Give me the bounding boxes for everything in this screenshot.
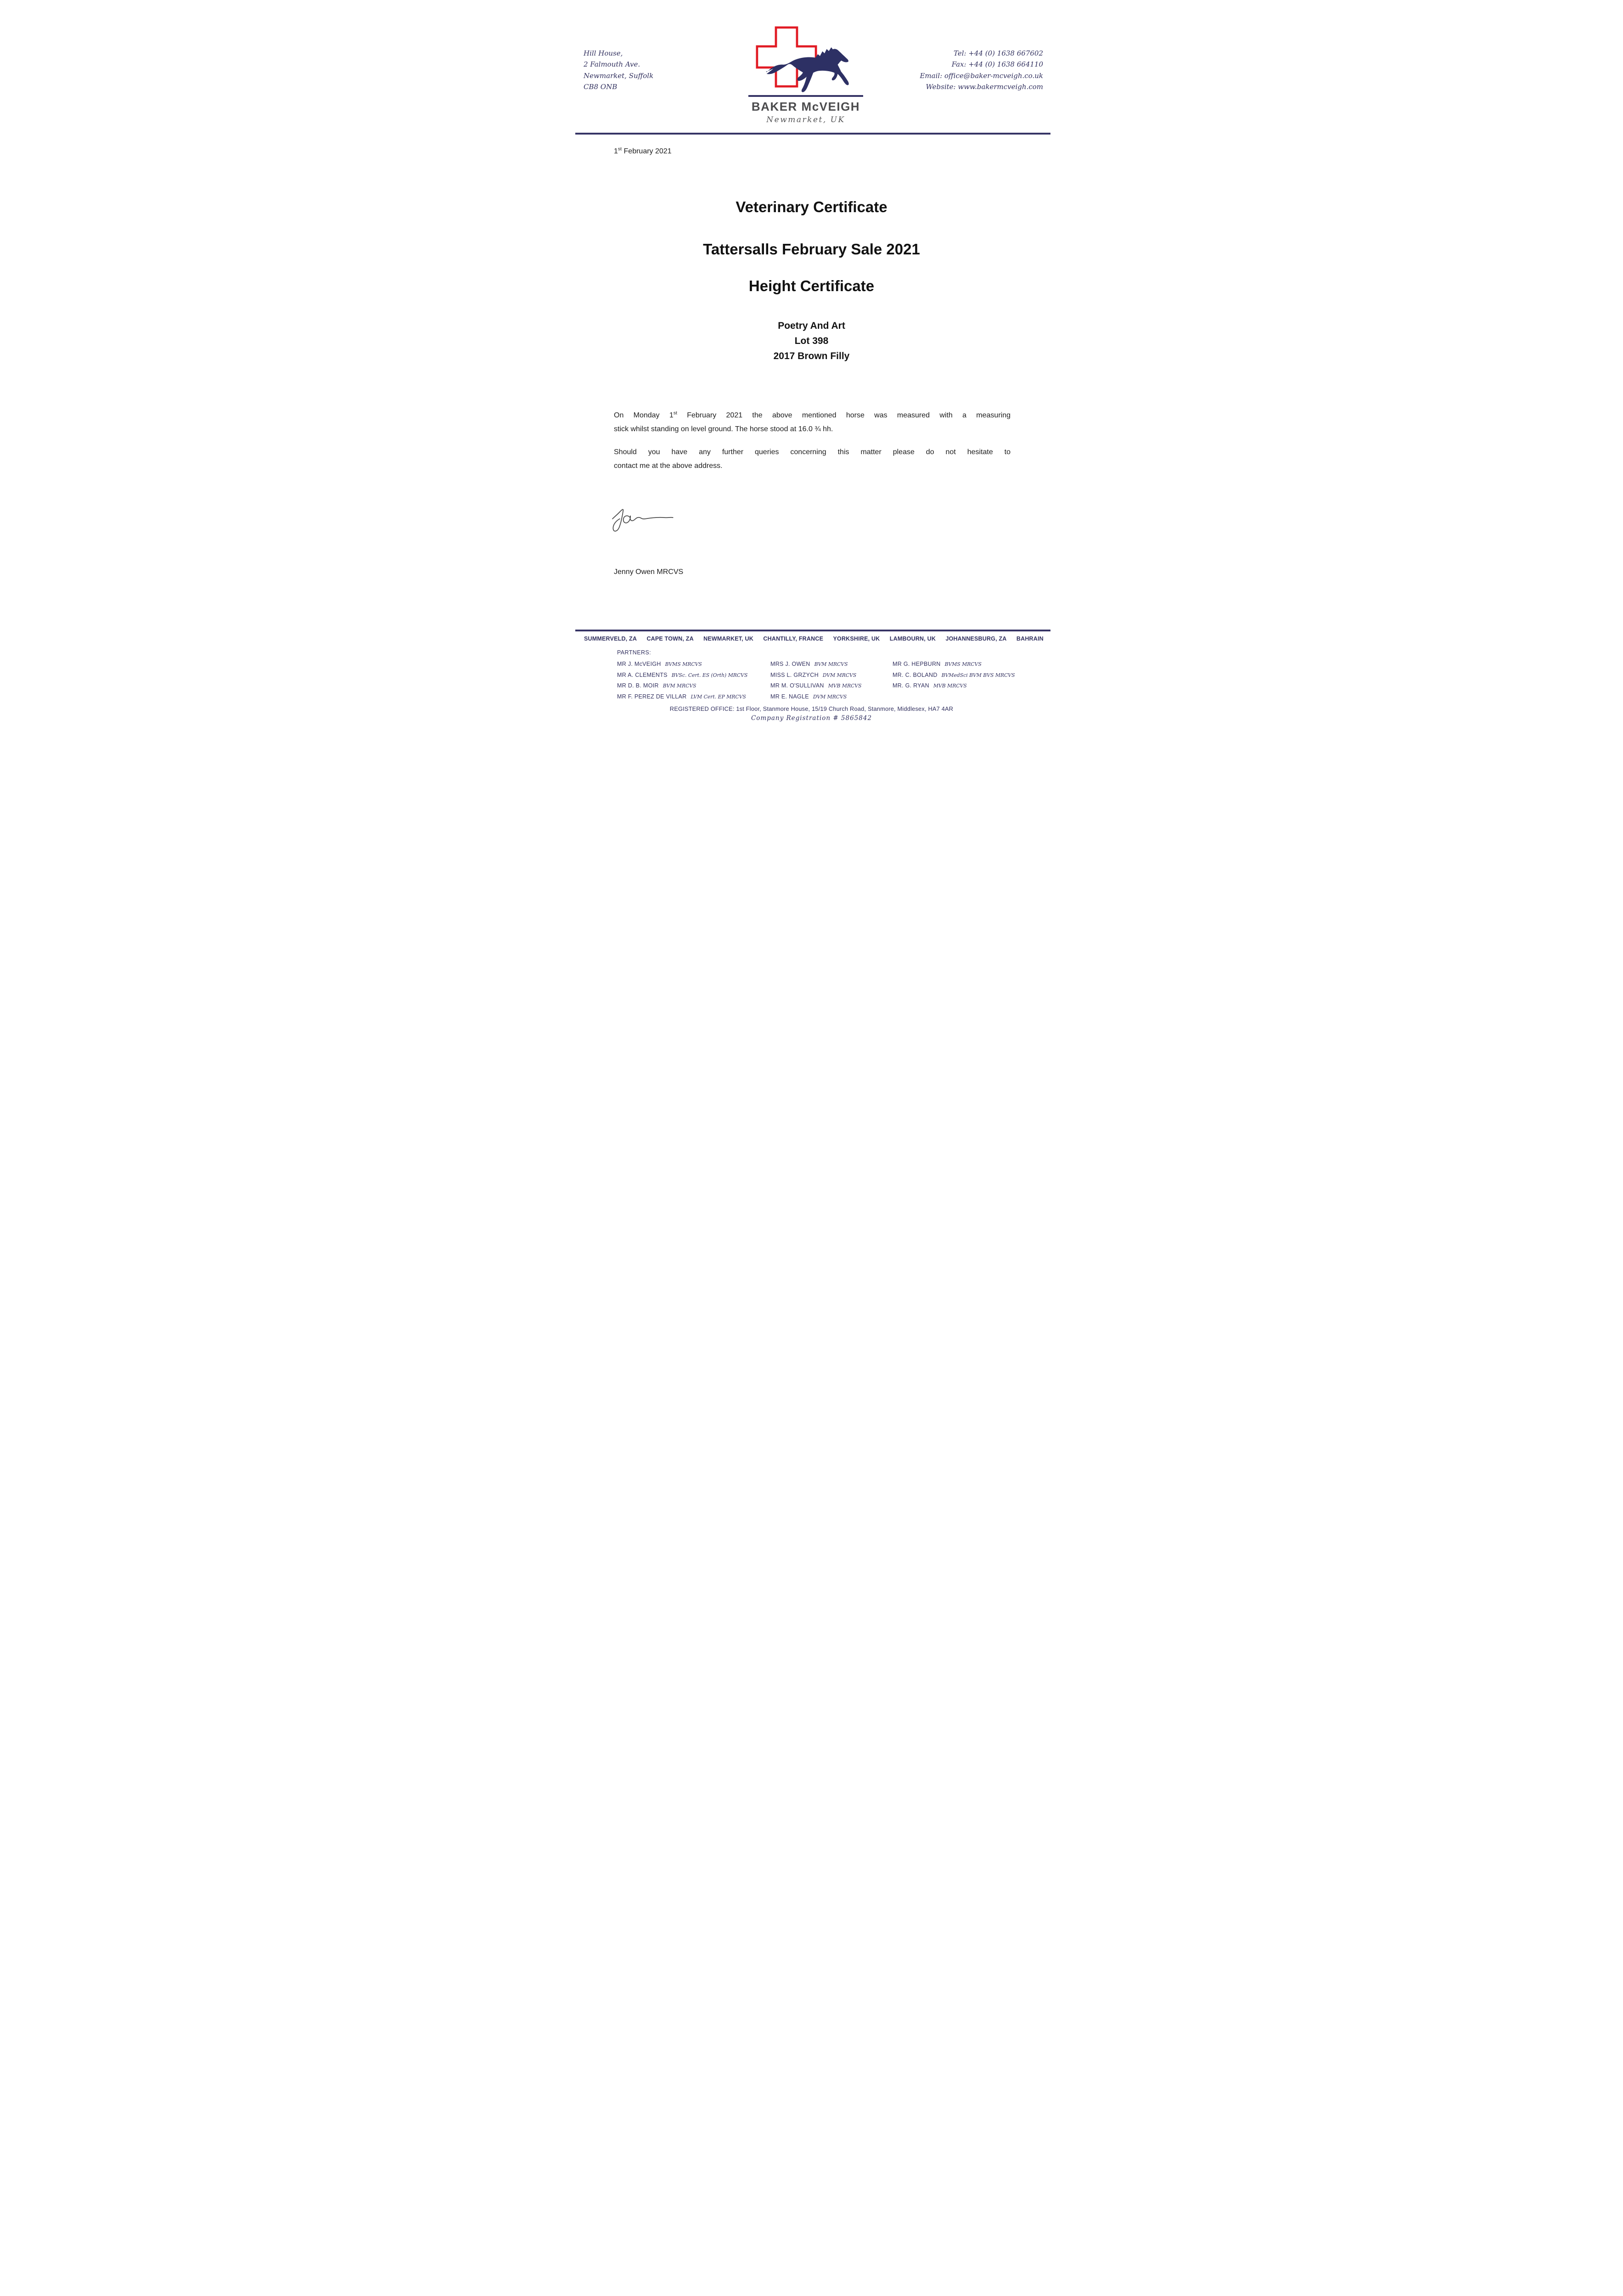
registered-office: REGISTERED OFFICE: 1st Floor, Stanmore House, 15/19 Church Road, Stanmore, Middlesex, HA7 4AR — [669, 705, 954, 712]
partner-name: MR. C. BOLAND — [893, 671, 938, 678]
title-veterinary-certificate: Veterinary Certificate — [736, 198, 887, 215]
logo-text — [744, 100, 868, 124]
sender-address — [584, 48, 653, 92]
partner-name: MRS J. OWEN — [770, 661, 810, 667]
partners-column-1 — [617, 660, 747, 703]
contact-website: Website: www.bakermcveigh.com — [926, 82, 1043, 91]
handwritten-signature-icon — [611, 503, 680, 540]
veterinary-certificate-page — [552, 0, 1071, 735]
partner-name: MISS L. GRZYCH — [770, 671, 819, 678]
para1-ordinal: st — [673, 410, 677, 416]
company-name: BAKER McVEIGH — [751, 100, 860, 113]
company-logo — [751, 25, 869, 129]
partners-column-2 — [770, 660, 862, 703]
partner-row — [770, 692, 862, 703]
sender-address-line: Hill House, — [584, 49, 623, 57]
partner-row — [770, 681, 862, 692]
horse-lot: Lot 398 — [794, 336, 829, 346]
closing-paragraph-line1: Should you have any further queries concerning this matter please do not hesitate to — [614, 448, 1011, 456]
horse-description: 2017 Brown Filly — [773, 351, 850, 361]
office-location: LAMBOURN, UK — [889, 636, 936, 642]
subject-horse-block — [552, 318, 1071, 364]
date-day: 1 — [614, 147, 618, 155]
partner-qualifications: BVM MRCVS — [663, 683, 696, 689]
partner-row — [770, 660, 862, 671]
partner-name: MR D. B. MOIR — [617, 682, 659, 689]
partner-row — [617, 671, 747, 682]
partner-row — [617, 660, 747, 671]
partner-name: MR E. NAGLE — [770, 693, 809, 700]
partner-row — [893, 681, 1015, 692]
horse-name: Poetry And Art — [778, 321, 845, 331]
contact-email: Email: office@baker-mcveigh.co.uk — [920, 71, 1043, 80]
sender-address-line: 2 Falmouth Ave. — [584, 60, 640, 69]
partner-row — [770, 671, 862, 682]
office-location: JOHANNESBURG, ZA — [945, 636, 1007, 642]
contact-fax: Fax: +44 (0) 1638 664110 — [951, 60, 1043, 69]
measurement-paragraph-line2: stick whilst standing on level ground. The horse stood at 16.0 ¾ hh. — [614, 425, 833, 433]
sender-address-line: Newmarket, Suffolk — [584, 71, 654, 80]
closing-paragraph-line2: contact me at the above address. — [614, 461, 723, 470]
partner-row — [893, 671, 1015, 682]
title-height-certificate: Height Certificate — [748, 277, 875, 294]
partners-label: PARTNERS: — [617, 649, 651, 656]
partner-name: MR J. McVEIGH — [617, 661, 661, 667]
partner-name: MR F. PEREZ DE VILLAR — [617, 693, 687, 700]
company-location: Newmarket, UK — [766, 115, 845, 124]
date-rest: February 2021 — [622, 147, 672, 155]
partner-name: MR G. HEPBURN — [893, 661, 941, 667]
partner-qualifications: BVM MRCVS — [814, 661, 848, 667]
office-location: YORKSHIRE, UK — [833, 636, 880, 642]
partner-qualifications: MVB MRCVS — [828, 683, 862, 689]
partner-name: MR A. CLEMENTS — [617, 671, 668, 678]
footer-rule — [575, 630, 1050, 631]
partner-qualifications: DVM MRCVS — [813, 693, 847, 700]
para1-rest: February 2021 the above mentioned horse was measured with a measuring — [677, 411, 1011, 419]
partner-qualifications: LVM Cert. EP MRCVS — [691, 693, 746, 700]
logo-divider-line — [748, 95, 863, 97]
office-location: BAHRAIN — [1016, 636, 1044, 642]
letter-date — [614, 147, 672, 156]
partner-name: MR. G. RYAN — [893, 682, 929, 689]
measurement-paragraph — [614, 409, 1011, 436]
company-registration: Company Registration # 5865842 — [751, 715, 872, 722]
galloping-horse-icon — [764, 36, 867, 94]
partner-qualifications: BVMS MRCVS — [665, 661, 702, 667]
header-rule — [575, 133, 1050, 135]
sender-address-line: CB8 ONB — [584, 82, 618, 91]
partner-name: MR M. O'SULLIVAN — [770, 682, 824, 689]
para1-prefix: On Monday 1 — [614, 411, 674, 419]
partners-column-3 — [893, 660, 1015, 692]
date-ordinal: st — [618, 146, 622, 152]
title-sale: Tattersalls February Sale 2021 — [703, 241, 920, 258]
partner-qualifications: DVM MRCVS — [822, 672, 857, 678]
office-location: SUMMERVELD, ZA — [584, 636, 637, 642]
partner-qualifications: BVMS MRCVS — [944, 661, 982, 667]
contact-tel: Tel: +44 (0) 1638 667602 — [954, 49, 1043, 57]
measurement-paragraph-line1 — [614, 409, 1011, 422]
contact-details — [920, 48, 1043, 92]
office-locations — [584, 636, 1044, 642]
partner-qualifications: BVSc. Cert. ES (Orth) MRCVS — [671, 672, 748, 678]
office-location: CHANTILLY, FRANCE — [763, 636, 824, 642]
closing-paragraph — [614, 445, 1011, 473]
partner-row — [617, 692, 747, 703]
signer-name: Jenny Owen MRCVS — [614, 568, 684, 576]
partner-row — [893, 660, 1015, 671]
office-location: CAPE TOWN, ZA — [646, 636, 694, 642]
office-location: NEWMARKET, UK — [703, 636, 754, 642]
partner-qualifications: BVMedSci BVM BVS MRCVS — [941, 672, 1015, 678]
partner-row — [617, 681, 747, 692]
partner-qualifications: MVB MRCVS — [933, 683, 967, 689]
